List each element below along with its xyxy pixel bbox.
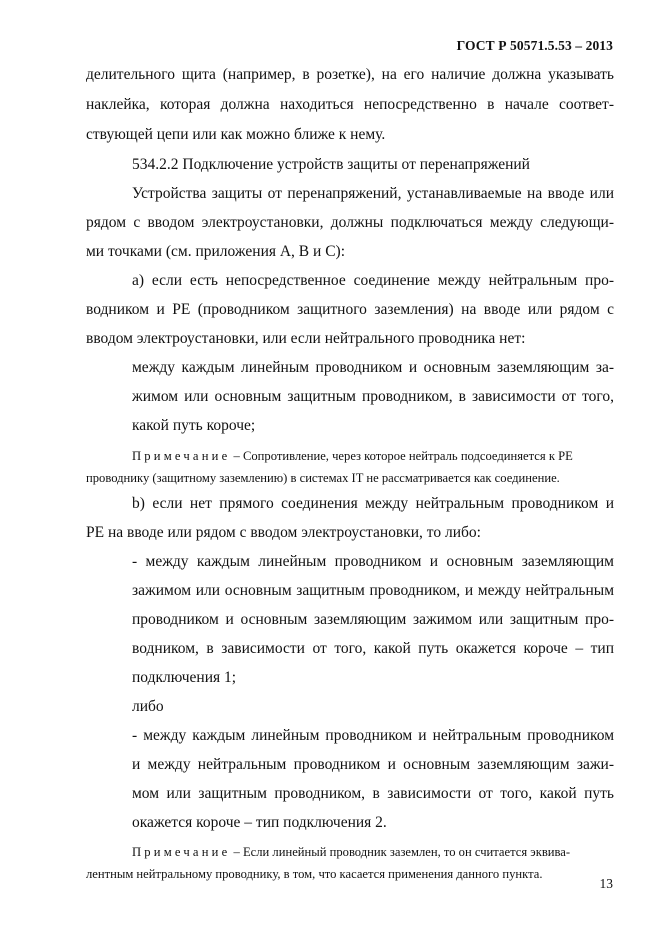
- note-2: [132, 842, 614, 862]
- note-text: лентным нейтральному проводнику, в том, что касается применения данного пункта.: [86, 867, 543, 881]
- text-line: водником и PE (проводником защитного заземления) на вводе или рядом с: [86, 301, 614, 318]
- note-label: Примечание: [132, 845, 231, 859]
- list-item-b: b) если нет прямого соединения между нейтральным проводником и: [132, 495, 614, 512]
- text-line: делительного щита (например, в розетке), на его наличие должна указывать: [86, 66, 614, 83]
- note-text: проводнику (защитному заземлению) в системах IT не рассматривается как соединение.: [86, 471, 560, 485]
- text-line: вводом электроустановки, или если нейтрального проводника нет:: [86, 330, 526, 347]
- text-line: PE на вводе или рядом с вводом электроустановки, то либо:: [86, 524, 481, 541]
- text-line: мом или защитным проводником, в зависимости от того, какой путь: [132, 785, 614, 802]
- note-label: Примечание: [132, 449, 231, 463]
- text-line: окажется короче – тип подключения 2.: [132, 814, 387, 831]
- text-line: - между каждым линейным проводником и основным заземляющим: [132, 553, 614, 570]
- text-line: подключения 1;: [132, 669, 237, 686]
- text-line: жимом или основным защитным проводником, в зависимости от того,: [132, 388, 614, 405]
- note-1: [132, 446, 614, 466]
- text-line: Устройства защиты от перенапряжений, устанавливаемые на вводе или: [132, 185, 614, 202]
- text-line: рядом с вводом электроустановки, должны подключаться между следующи-: [86, 214, 614, 231]
- text-line: либо: [132, 698, 164, 715]
- note-text: – Сопротивление, через которое нейтраль подсоединяется к PE: [230, 449, 573, 463]
- section-heading: 534.2.2 Подключение устройств защиты от перенапряжений: [132, 156, 530, 173]
- text-line: какой путь короче;: [132, 417, 256, 434]
- text-line: зажимом или основным защитным проводником, и между нейтральным: [132, 582, 614, 599]
- standard-header: ГОСТ Р 50571.5.53 – 2013: [456, 38, 613, 53]
- text-line: и между нейтральным проводником и основным заземляющим зажи-: [132, 756, 614, 773]
- text-line: проводником и основным заземляющим зажимом или защитным про-: [132, 611, 614, 628]
- text-line: ми точками (см. приложения A, B и C):: [86, 243, 345, 260]
- text-line: водником, в зависимости от того, какой путь окажется короче – тип: [132, 640, 614, 657]
- text-line: наклейка, которая должна находиться непосредственно в начале соответ-: [86, 96, 614, 113]
- text-line: - между каждым линейным проводником и нейтральным проводником: [132, 727, 614, 744]
- note-text: – Если линейный проводник заземлен, то он считается эквива-: [230, 845, 571, 859]
- text-line: между каждым линейным проводником и основным заземляющим за-: [132, 359, 614, 376]
- text-line: ствующей цепи или как можно ближе к нему.: [86, 126, 386, 143]
- list-item-a: a) если есть непосредственное соединение между нейтральным про-: [132, 272, 614, 289]
- page-number: 13: [599, 876, 613, 891]
